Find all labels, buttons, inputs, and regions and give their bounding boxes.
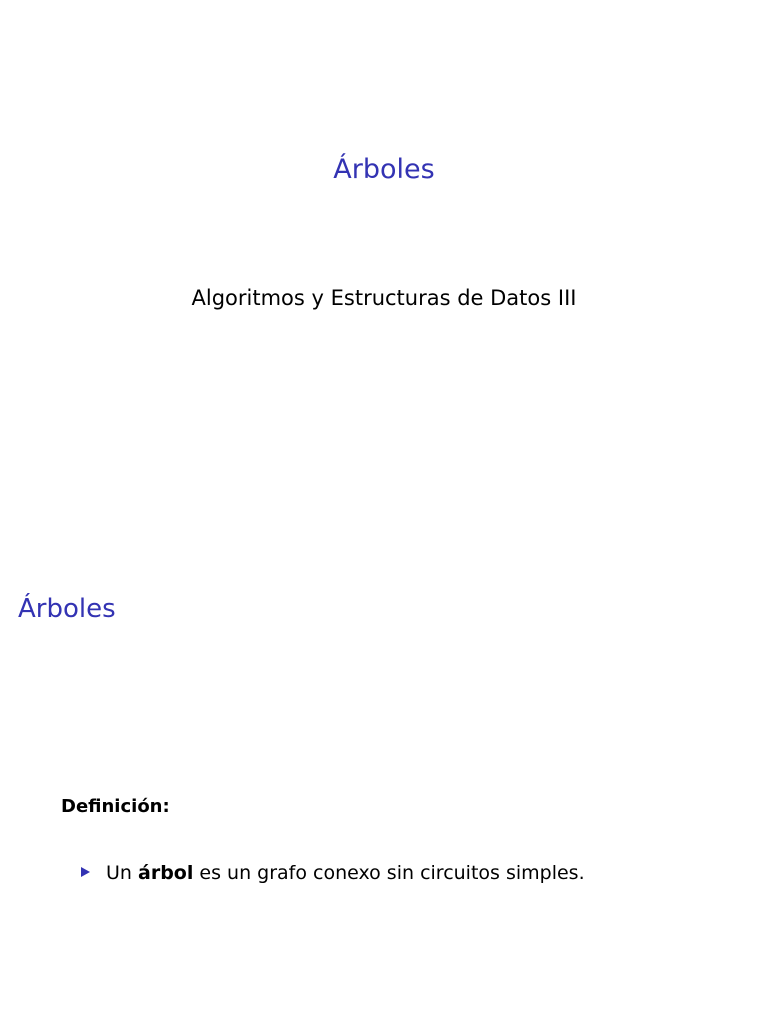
frame-title: Árboles: [18, 594, 116, 624]
title-slide-subtitle: Algoritmos y Estructuras de Datos III: [191, 286, 577, 310]
bullet-term: árbol: [138, 862, 194, 884]
bullet-suffix: es un grafo conexo sin circuitos simples.: [193, 862, 585, 884]
triangle-right-icon: [81, 867, 90, 877]
bullet-item: [81, 858, 585, 888]
title-slide-title: Árboles: [333, 154, 435, 185]
bullet-prefix: Un: [106, 862, 138, 884]
definition-heading: Definición:: [61, 796, 170, 817]
